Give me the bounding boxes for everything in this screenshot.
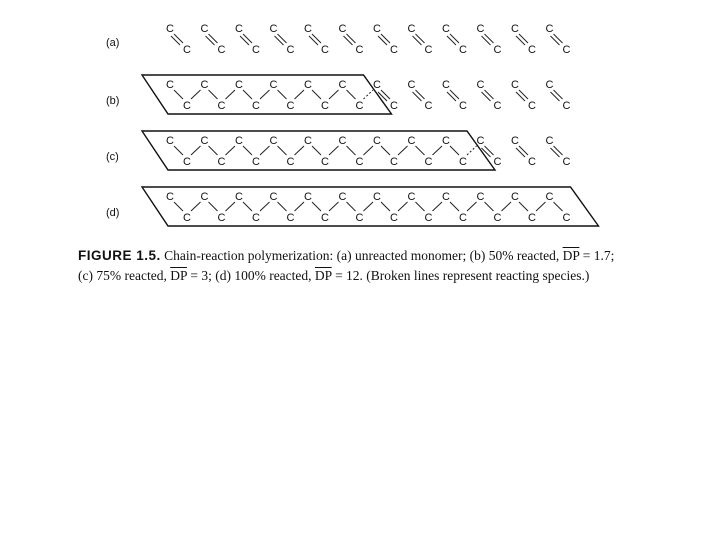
carbon-atom: C (200, 79, 209, 91)
carbon-atom: C (217, 156, 226, 168)
carbon-atom: C (252, 44, 260, 56)
carbon-atom: C (269, 23, 278, 35)
double-bond (240, 36, 249, 45)
chain-bond (398, 202, 408, 211)
chain-bond (226, 90, 236, 99)
figure-number: FIGURE 1.5. (78, 248, 161, 263)
single-bond (450, 146, 459, 155)
carbon-atom: C (166, 191, 174, 203)
chain-bond (260, 146, 270, 155)
double-bond (554, 90, 563, 99)
single-bond (312, 90, 321, 99)
double-bond (551, 92, 560, 101)
carbon-atom: C (459, 156, 467, 168)
carbon-atom: C (304, 191, 312, 203)
single-bond (416, 146, 425, 155)
single-bond (278, 146, 287, 155)
carbon-atom: C (321, 156, 329, 168)
chain-bond (502, 202, 512, 211)
carbon-atom: C (459, 100, 467, 112)
carbon-atom: C (252, 100, 260, 112)
double-bond (450, 90, 459, 99)
carbon-atom: C (390, 212, 398, 224)
carbon-atom: C (321, 44, 329, 56)
chain-bond (433, 146, 443, 155)
double-bond (450, 34, 459, 43)
carbon-atom: C (407, 191, 416, 203)
single-bond (312, 146, 321, 155)
carbon-atom: C (424, 156, 433, 168)
single-bond (381, 146, 390, 155)
carbon-atom: C (252, 212, 260, 224)
carbon-atom: C (493, 100, 502, 112)
chain-bond (329, 90, 339, 99)
carbon-atom: C (562, 156, 571, 168)
carbon-atom: C (511, 23, 519, 35)
carbon-atom: C (338, 23, 347, 35)
double-bond (174, 34, 183, 43)
chain-bond (364, 146, 374, 155)
single-bond (243, 202, 252, 211)
carbon-atom: C (545, 135, 554, 147)
double-bond (516, 148, 525, 157)
carbon-atom: C (321, 212, 329, 224)
carbon-atom: C (338, 79, 347, 91)
double-bond (551, 36, 560, 45)
double-bond (209, 34, 218, 43)
double-bond (381, 34, 390, 43)
carbon-atom: C (545, 23, 554, 35)
carbon-atom: C (183, 100, 191, 112)
caption-text-1a: Chain-reaction polymerization: (a) unreacted monomer; (b) 50% reacted, (164, 248, 560, 263)
chain-bond (295, 202, 305, 211)
carbon-atom: C (493, 44, 502, 56)
single-bond (278, 90, 287, 99)
single-bond (381, 202, 390, 211)
chain-bond (364, 202, 374, 211)
row-label: (b) (106, 95, 120, 107)
carbon-atom: C (442, 191, 450, 203)
single-bond (554, 202, 563, 211)
single-bond (347, 146, 356, 155)
double-bond (447, 92, 456, 101)
single-bond (450, 202, 459, 211)
double-bond (482, 92, 491, 101)
carbon-atom: C (476, 135, 485, 147)
carbon-atom: C (390, 44, 398, 56)
carbon-atom: C (217, 212, 226, 224)
single-bond (278, 202, 287, 211)
double-bond (516, 92, 525, 101)
carbon-atom: C (200, 191, 209, 203)
carbon-atom: C (424, 44, 433, 56)
chain-bond (226, 202, 236, 211)
chain-bond (295, 90, 305, 99)
row-label: (a) (106, 37, 120, 49)
single-bond (209, 202, 218, 211)
double-bond (381, 90, 390, 99)
carbon-atom: C (338, 135, 347, 147)
carbon-atom: C (200, 23, 209, 35)
carbon-atom: C (442, 79, 450, 91)
double-bond (378, 36, 387, 45)
carbon-atom: C (407, 135, 416, 147)
double-bond (243, 34, 252, 43)
carbon-atom: C (390, 100, 398, 112)
single-bond (174, 90, 183, 99)
carbon-atom: C (528, 44, 536, 56)
caption-text-1b: = 1.7; (582, 248, 615, 263)
double-bond (275, 36, 284, 45)
carbon-atom: C (321, 100, 329, 112)
carbon-atom: C (286, 100, 295, 112)
carbon-atom: C (252, 156, 260, 168)
carbon-atom: C (476, 79, 485, 91)
carbon-atom: C (459, 44, 467, 56)
carbon-atom: C (286, 156, 295, 168)
carbon-atom: C (511, 191, 519, 203)
carbon-atom: C (235, 79, 243, 91)
carbon-atom: C (355, 100, 364, 112)
double-bond (309, 36, 318, 45)
double-bond (171, 36, 180, 45)
caption-text-2b: = 3; (d) 100% reacted, (190, 268, 312, 283)
double-bond (554, 34, 563, 43)
double-bond (344, 36, 353, 45)
dp-symbol: $\overline{DP}$ (314, 268, 332, 283)
chain-bond (398, 146, 408, 155)
double-bond (485, 90, 494, 99)
double-bond (519, 146, 528, 155)
carbon-atom: C (235, 23, 243, 35)
double-bond (416, 34, 425, 43)
dp-symbol: $\overline{DP}$ (562, 248, 580, 263)
carbon-atom: C (390, 156, 398, 168)
row-label: (c) (106, 151, 119, 163)
chain-bond (191, 90, 201, 99)
single-bond (416, 202, 425, 211)
double-bond (485, 146, 494, 155)
single-bond (347, 202, 356, 211)
carbon-atom: C (355, 156, 364, 168)
chain-bond (467, 202, 477, 211)
carbon-atom: C (424, 212, 433, 224)
single-bond (209, 90, 218, 99)
carbon-atom: C (476, 23, 485, 35)
carbon-atom: C (442, 23, 450, 35)
carbon-atom: C (562, 212, 571, 224)
carbon-atom: C (407, 79, 416, 91)
chain-bond (226, 146, 236, 155)
dp-symbol: $\overline{DP}$ (170, 268, 187, 283)
carbon-atom: C (166, 79, 174, 91)
single-bond (347, 90, 356, 99)
figure-caption (78, 246, 718, 286)
carbon-atom: C (338, 191, 347, 203)
caption-text-2c: = 12. (Broken lines represent reacting species.) (335, 268, 590, 283)
double-bond (482, 36, 491, 45)
carbon-atom: C (200, 135, 209, 147)
chain-bond (191, 146, 201, 155)
carbon-atom: C (269, 191, 278, 203)
carbon-atom: C (217, 100, 226, 112)
double-bond (206, 36, 215, 45)
carbon-atom: C (493, 156, 502, 168)
single-bond (243, 90, 252, 99)
carbon-atom: C (235, 135, 243, 147)
carbon-atom: C (407, 23, 416, 35)
chain-bond (433, 202, 443, 211)
carbon-atom: C (562, 100, 571, 112)
reacting-bond (467, 146, 477, 155)
chain-bond (260, 202, 270, 211)
carbon-atom: C (373, 135, 381, 147)
carbon-atom: C (562, 44, 571, 56)
carbon-atom: C (545, 79, 554, 91)
double-bond (413, 36, 422, 45)
carbon-atom: C (442, 135, 450, 147)
carbon-atom: C (269, 135, 278, 147)
carbon-atom: C (304, 79, 312, 91)
row-label: (d) (106, 207, 120, 219)
double-bond (485, 34, 494, 43)
carbon-atom: C (528, 156, 536, 168)
single-bond (485, 202, 494, 211)
carbon-atom: C (424, 100, 433, 112)
double-bond (347, 34, 356, 43)
caption-line-2 (78, 266, 718, 286)
carbon-atom: C (286, 44, 295, 56)
double-bond (551, 148, 560, 157)
single-bond (174, 202, 183, 211)
carbon-atom: C (166, 135, 174, 147)
chain-bond (329, 202, 339, 211)
chain-bond (191, 202, 201, 211)
carbon-atom: C (183, 44, 191, 56)
double-bond (447, 36, 456, 45)
caption-text-2a: (c) 75% reacted, (78, 268, 167, 283)
polymer-frame (142, 75, 392, 114)
carbon-atom: C (373, 79, 381, 91)
double-bond (516, 36, 525, 45)
carbon-atom: C (269, 79, 278, 91)
double-bond (519, 34, 528, 43)
double-bond (416, 90, 425, 99)
carbon-atom: C (476, 191, 485, 203)
carbon-atom: C (511, 135, 519, 147)
double-bond (278, 34, 287, 43)
carbon-atom: C (183, 156, 191, 168)
carbon-atom: C (166, 23, 174, 35)
single-bond (519, 202, 528, 211)
carbon-atom: C (304, 23, 312, 35)
carbon-atom: C (373, 23, 381, 35)
carbon-atom: C (286, 212, 295, 224)
carbon-atom: C (528, 212, 536, 224)
chain-bond (536, 202, 546, 211)
chain-bond (329, 146, 339, 155)
chain-bond (260, 90, 270, 99)
carbon-atom: C (355, 44, 364, 56)
carbon-atom: C (528, 100, 536, 112)
carbon-atom: C (235, 191, 243, 203)
chain-bond (295, 146, 305, 155)
carbon-atom: C (217, 44, 226, 56)
double-bond (413, 92, 422, 101)
single-bond (209, 146, 218, 155)
single-bond (312, 202, 321, 211)
double-bond (312, 34, 321, 43)
carbon-atom: C (511, 79, 519, 91)
carbon-atom: C (304, 135, 312, 147)
carbon-atom: C (373, 191, 381, 203)
carbon-atom: C (493, 212, 502, 224)
caption-line-1 (78, 246, 718, 266)
single-bond (174, 146, 183, 155)
single-bond (243, 146, 252, 155)
double-bond (519, 90, 528, 99)
double-bond (554, 146, 563, 155)
carbon-atom: C (459, 212, 467, 224)
reacting-bond (364, 90, 374, 99)
carbon-atom: C (355, 212, 364, 224)
carbon-atom: C (545, 191, 554, 203)
monomer-chain-diagram (106, 23, 599, 226)
carbon-atom: C (183, 212, 191, 224)
